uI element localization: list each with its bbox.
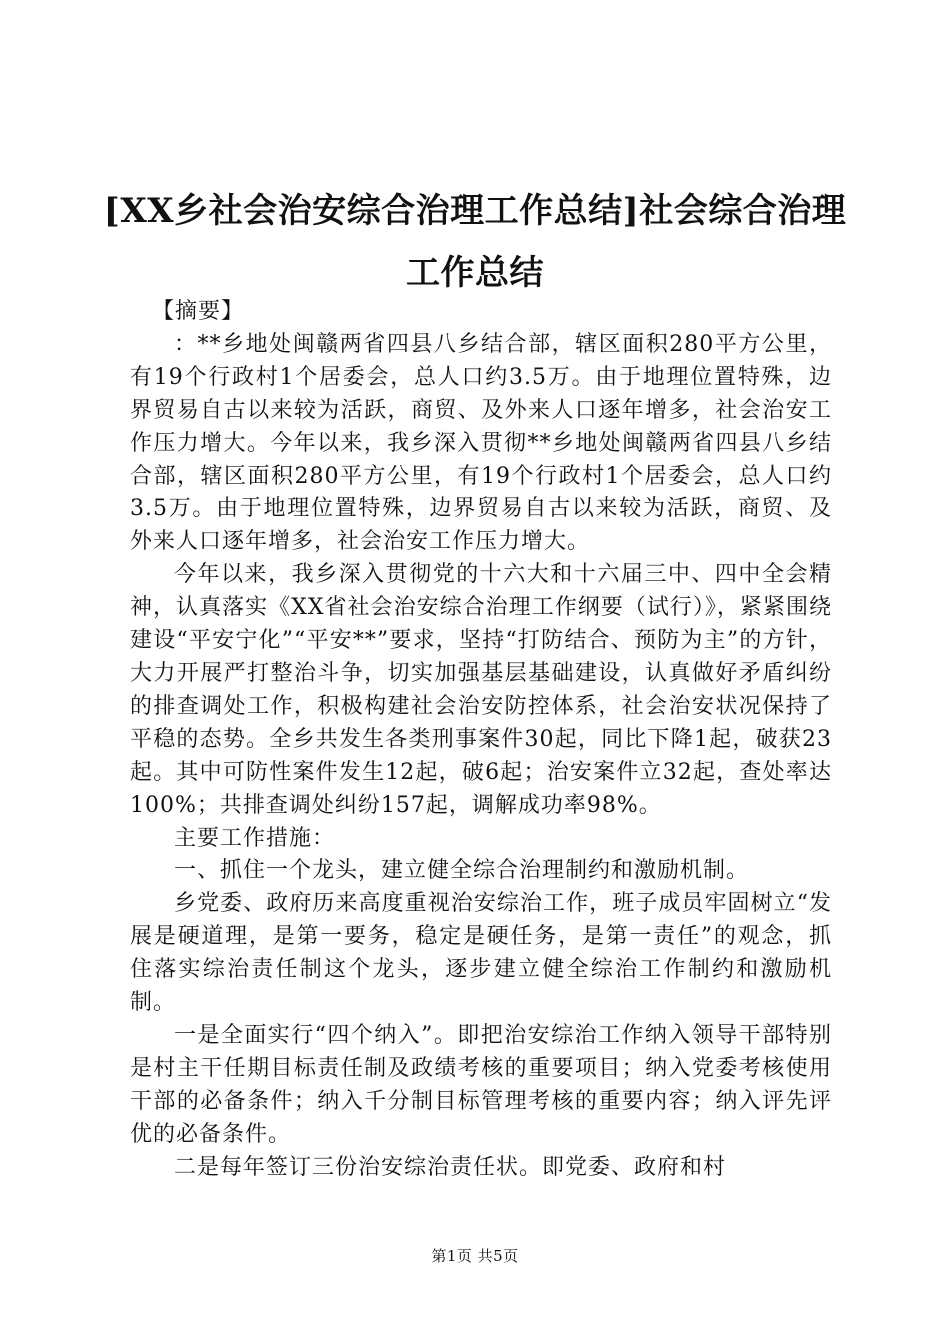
paragraph-overview: 今年以来，我乡深入贯彻党的十六大和十六届三中、四中全会精神，认真落实《XX省社会治安综合治理工作纲要（试行）》，紧紧围绕建设“平安宁化”“平安**”要求，坚持“打防结合、预防为主”的方针，大力开展严打整治斗争，切实加强基层基础建设，认真做好矛盾纠纷的排查调处工作，积极构建社会治安防控体系，社会治安状况保持了平稳的态势。全乡共发生各类刑事案件30起，同比下降1起，破获23起。其中可防性案件发生12起，破6起；治安案件立32起，查处率达100%；共排查调处纠纷157起，调解成功率98%。 (130, 562, 832, 818)
paragraph-section-one-body: 乡党委、政府历来高度重视治安综治工作，班子成员牢固树立“发展是硬道理，是第一要务，稳定是硬任务，是第一责任”的观念，抓住落实综治责任制这个龙头，逐步建立健全综治工作制约和激励机制。 (130, 891, 832, 1016)
page-footer: 第1页 共5页 (431, 1247, 519, 1265)
paragraph-abstract: ：**乡地处闽赣两省四县八乡结合部，辖区面积280平方公里，有19个行政村1个居委会，总人口约3.5万。由于地理位置特殊，边界贸易自古以来较为活跃，商贸、及外来人口逐年增多，社会治安工作压力增大。今年以来，我乡深入贯彻**乡地处闽赣两省四县八乡结合部，辖区面积280平方公里，有19个行政村1个居委会，总人口约3.5万。由于地理位置特殊，边界贸易自古以来较为活跃，商贸、及外来人口逐年增多，社会治安工作压力增大。 (130, 331, 832, 555)
paragraph-measures-heading: 主要工作措施： (174, 825, 336, 851)
document-body (130, 296, 832, 1184)
paragraph-section-one-heading: 一、抓住一个龙头，建立健全综合治理制约和激励机制。 (174, 858, 750, 884)
paragraph-point-one: 一是全面实行“四个纳入”。即把治安综治工作纳入领导干部特别是村主干任期目标责任制及政绩考核的重要项目；纳入党委考核使用干部的必备条件；纳入千分制目标管理考核的重要内容；纳入评先评优的必备条件。 (130, 1022, 832, 1147)
paragraph-point-two: 二是每年签订三份治安综治责任状。即党委、政府和村 (174, 1154, 727, 1180)
document-title: [XX乡社会治安综合治理工作总结]社会综合治理工作总结 (103, 191, 847, 293)
abstract-label: 【摘要】 (152, 299, 245, 324)
